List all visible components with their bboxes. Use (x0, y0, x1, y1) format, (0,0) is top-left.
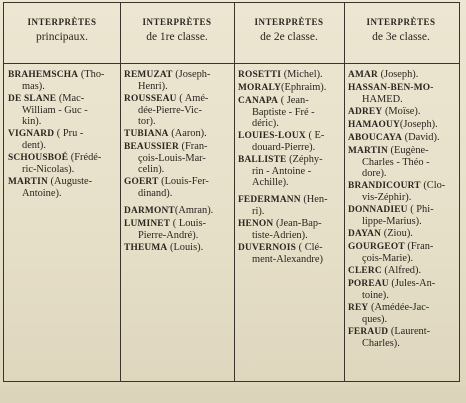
interpreter-given-names: (Amran). (174, 205, 214, 216)
interpreter-given-names-continued: rin - Antoine - (252, 166, 312, 177)
interpreter-given-names-continued: Charles - Théo - (362, 157, 430, 168)
interpreter-entry (238, 82, 342, 94)
interpreter-entry (124, 93, 232, 127)
interpreter-surname: SCHOUSBOÉ (8, 153, 69, 163)
interpreter-given-names: (Michel). (281, 69, 323, 80)
interpreter-given-names: (Zéphy- (286, 154, 323, 165)
interpreter-given-names: (Eugène- (387, 145, 429, 156)
interpreter-given-names: (Fran- (178, 141, 208, 152)
interpreter-given-names-continued: ques). (362, 314, 388, 325)
interpreter-surname: BEAUSSIER (124, 142, 179, 152)
header-second-class (234, 17, 344, 45)
interpreter-surname: AMAR (348, 70, 378, 80)
interpreter-given-names-continued: çois-Louis-Mar- (138, 153, 206, 164)
interpreter-surname: DE SLANE (8, 94, 57, 104)
interpreter-entry (238, 154, 342, 188)
header-principaux (4, 17, 120, 45)
interpreter-given-names: (Aaron). (168, 128, 207, 139)
interpreter-given-names: (Louis-Fer- (158, 176, 209, 187)
interpreter-given-names: (Frédé- (68, 152, 102, 163)
interpreter-given-names: (Alfred). (381, 265, 422, 276)
interpreter-given-names: ( E- (305, 130, 325, 141)
interpreter-surname: BRANDICOURT (348, 181, 421, 191)
interpreter-surname: CANAPA (238, 96, 279, 106)
interpreter-given-names: (Tho- (78, 69, 105, 80)
interpreter-surname: REY (348, 303, 369, 313)
interpreter-surname: DARMONT (124, 206, 175, 216)
interpreter-entry (348, 204, 458, 227)
column-divider (344, 3, 345, 381)
interpreter-entry (124, 176, 232, 199)
interpreter-entry (348, 69, 458, 81)
interpreter-given-names-continued: HAMED. (362, 94, 403, 105)
header-label: INTERPRÈTES (366, 17, 436, 27)
column-second-class (238, 69, 342, 266)
interpreter-given-names: (Joseph). (399, 119, 438, 130)
interpreter-given-names-continued: dent). (22, 140, 46, 151)
interpreter-entry (8, 128, 118, 151)
interpreter-given-names-continued: Charles). (362, 338, 400, 349)
interpreter-surname: REMUZAT (124, 70, 173, 80)
interpreter-given-names-continued: dée-Pierre-Vic- (138, 105, 202, 116)
interpreter-given-names-continued: Baptiste - Fré - (252, 107, 315, 118)
interpreter-entry (348, 145, 458, 179)
header-class: de 1re classe. (146, 31, 208, 44)
interpreter-given-names-continued: celin). (138, 164, 165, 175)
interpreter-given-names: (Clo- (420, 180, 446, 191)
interpreter-surname: ADREY (348, 107, 383, 117)
interpreter-given-names: (David). (402, 132, 440, 143)
interpreter-entry (8, 69, 118, 92)
interpreter-given-names-continued: Pierre-André). (138, 230, 199, 241)
interpreters-table (3, 2, 460, 382)
interpreter-given-names: (Louis). (167, 242, 204, 253)
interpreter-given-names-continued: ment-Alexandre) (252, 254, 323, 265)
interpreter-given-names-continued: déric). (252, 118, 279, 129)
interpreter-entry (124, 141, 232, 175)
interpreter-entry (348, 241, 458, 264)
interpreter-given-names: ( Louis- (170, 218, 206, 229)
interpreter-entry (348, 106, 458, 118)
interpreter-surname: MARTIN (8, 177, 48, 187)
interpreter-surname: HASSAN-BEN-MO- (348, 83, 434, 93)
interpreter-given-names-continued: douard-Pierre). (252, 142, 316, 153)
interpreter-entry (8, 152, 118, 175)
interpreter-given-names: (Joseph). (377, 69, 419, 80)
interpreter-given-names: (Jules-An- (388, 278, 436, 289)
interpreter-entry (348, 302, 458, 325)
header-label: INTERPRÈTES (27, 17, 97, 27)
interpreter-surname: VIGNARD (8, 129, 55, 139)
interpreter-given-names-continued: Henri). (138, 81, 168, 92)
interpreter-given-names: (Joseph- (172, 69, 211, 80)
interpreter-given-names: (Fran- (404, 241, 434, 252)
interpreter-given-names-continued: Achille). (252, 177, 289, 188)
interpreter-surname: GOURGEOT (348, 242, 405, 252)
column-divider (234, 3, 235, 381)
interpreter-given-names: (Hen- (300, 194, 328, 205)
interpreter-given-names: (Ephraim). (281, 82, 327, 93)
interpreter-entry (238, 218, 342, 241)
interpreter-given-names-continued: Antoine). (22, 188, 62, 199)
interpreter-surname: TUBIANA (124, 129, 169, 139)
interpreter-given-names-continued: William - Guc - (22, 105, 88, 116)
interpreter-given-names-continued: vis-Zéphir). (362, 192, 412, 203)
interpreter-entry (348, 132, 458, 144)
column-first-class (124, 69, 232, 255)
interpreter-entry (238, 95, 342, 129)
interpreter-entry (124, 218, 232, 241)
interpreter-surname: HAMAOUY (348, 120, 400, 130)
interpreter-entry (238, 69, 342, 81)
interpreter-given-names: ( Phi- (407, 204, 434, 215)
header-first-class (120, 17, 234, 45)
interpreter-surname: DAYAN (348, 229, 382, 239)
interpreter-given-names-continued: tiste-Adrien). (252, 230, 308, 241)
interpreter-surname: MARTIN (348, 146, 388, 156)
interpreter-entry (348, 326, 458, 349)
interpreter-given-names: ( Pru - (54, 128, 84, 139)
interpreter-entry (348, 180, 458, 203)
interpreter-surname: LUMINET (124, 219, 171, 229)
interpreter-given-names: ( Jean- (278, 95, 309, 106)
interpreter-surname: ROUSSEAU (124, 94, 177, 104)
header-third-class (344, 17, 458, 45)
interpreter-entry (238, 130, 342, 153)
interpreter-given-names: ( Clé- (296, 242, 323, 253)
interpreter-entry (238, 194, 342, 217)
interpreter-given-names-continued: kin). (22, 116, 42, 127)
interpreter-given-names: (Amédée-Jac- (368, 302, 430, 313)
interpreter-given-names: (Moïse). (382, 106, 421, 117)
interpreter-entry (124, 128, 232, 140)
page-margin (0, 386, 466, 403)
interpreter-surname: BALLISTE (238, 155, 287, 165)
column-principaux (8, 69, 118, 200)
interpreter-given-names: (Mac- (56, 93, 85, 104)
interpreter-surname: ABOUCAYA (348, 133, 403, 143)
interpreter-given-names-continued: mas). (22, 81, 45, 92)
interpreter-entry (348, 82, 458, 105)
column-third-class (348, 69, 458, 350)
interpreter-given-names-continued: ri). (252, 206, 265, 217)
column-divider (120, 3, 121, 381)
interpreter-surname: GOERT (124, 177, 159, 187)
header-class: de 3e classe. (372, 31, 430, 44)
header-class: principaux. (35, 31, 89, 44)
interpreter-surname: THEUMA (124, 243, 168, 253)
interpreter-entry (8, 176, 118, 199)
header-divider (4, 63, 459, 64)
interpreter-surname: MORALY (238, 83, 282, 93)
interpreter-given-names-continued: dinand). (138, 188, 173, 199)
interpreter-surname: FEDERMANN (238, 195, 301, 205)
interpreter-entry (124, 69, 232, 92)
interpreter-given-names: ( Amé- (176, 93, 209, 104)
interpreter-given-names-continued: toine). (362, 290, 389, 301)
interpreter-entry (348, 228, 458, 240)
interpreter-surname: CLERC (348, 266, 382, 276)
header-class: de 2e classe. (260, 31, 318, 44)
interpreter-entry (8, 93, 118, 127)
interpreter-surname: FERAUD (348, 327, 389, 337)
interpreter-given-names-continued: dore). (362, 168, 387, 179)
interpreter-given-names: (Auguste- (47, 176, 93, 187)
interpreter-entry (348, 119, 458, 131)
interpreter-given-names-continued: tor). (138, 116, 156, 127)
interpreter-given-names: (Ziou). (381, 228, 413, 239)
header-label: INTERPRÈTES (142, 17, 212, 27)
interpreter-given-names: (Jean-Bap- (273, 218, 322, 229)
interpreter-entry (124, 242, 232, 254)
interpreter-surname: ROSETTI (238, 70, 282, 80)
interpreter-entry (348, 278, 458, 301)
interpreter-entry (124, 205, 232, 217)
interpreter-surname: LOUIES-LOUX (238, 131, 306, 141)
interpreter-entry (348, 265, 458, 277)
interpreter-surname: DONNADIEU (348, 205, 408, 215)
interpreter-given-names-continued: ric-Nicolas). (22, 164, 75, 175)
interpreter-surname: POREAU (348, 279, 389, 289)
interpreter-given-names-continued: lippe-Marius). (362, 216, 422, 227)
interpreter-surname: BRAHEMSCHA (8, 70, 79, 80)
interpreter-surname: HENON (238, 219, 274, 229)
interpreter-given-names: (Laurent- (388, 326, 431, 337)
interpreter-given-names-continued: çois-Marie). (362, 253, 414, 264)
header-label: INTERPRÈTES (254, 17, 324, 27)
interpreter-surname: DUVERNOIS (238, 243, 297, 253)
interpreter-entry (238, 242, 342, 265)
